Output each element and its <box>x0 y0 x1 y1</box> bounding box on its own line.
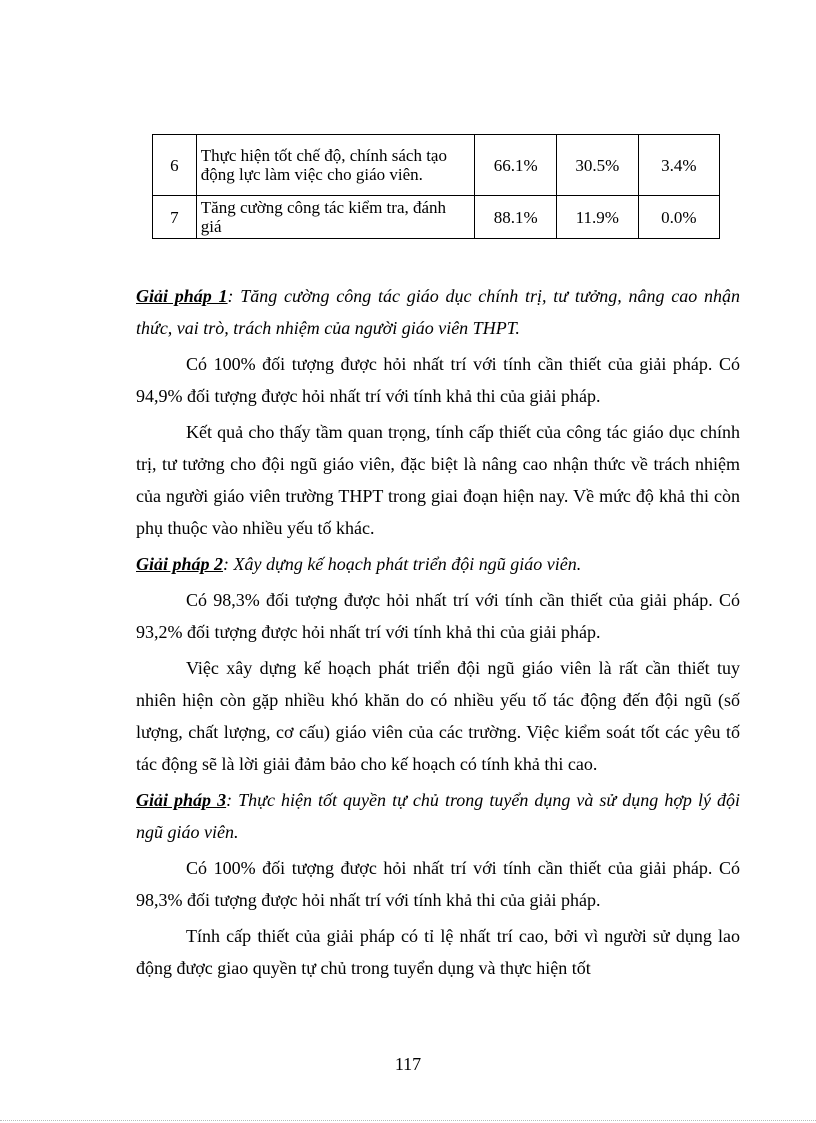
percent-cell: 3.4% <box>638 135 719 196</box>
table-row <box>153 135 720 196</box>
paragraph: Kết quả cho thấy tầm quan trọng, tính cấp thiết của công tác giáo dục chính trị, tư tưởng cho đội ngũ giáo viên, đặc biệt là nâng cao nhận thức về trách nhiệm của người giáo viên trường THPT trong giai đoạn hiện nay. Về mức độ khả thi còn phụ thuộc vào nhiều yếu tố khác. <box>136 422 740 538</box>
paragraph: Có 98,3% đối tượng được hỏi nhất trí với tính cần thiết của giải pháp. Có 93,2% đối tượng được hỏi nhất trí với tính khả thi của giải pháp. <box>136 590 740 642</box>
paragraph: Có 100% đối tượng được hỏi nhất trí với tính cần thiết của giải pháp. Có 98,3% đối tượng được hỏi nhất trí với tính khả thi của giải pháp. <box>136 858 740 910</box>
row-number: 7 <box>153 196 197 239</box>
percent-cell: 66.1% <box>475 135 557 196</box>
row-number: 6 <box>153 135 197 196</box>
paragraph: Việc xây dựng kế hoạch phát triển đội ngũ giáo viên là rất cần thiết tuy nhiên hiện còn gặp nhiều khó khăn do có nhiều yếu tố tác động đến đội ngũ (số lượng, chất lượng, cơ cấu) giáo viên của các trường. Việc kiểm soát tốt các yêu tố tác động sẽ là lời giải đảm bảo cho kế hoạch có tính khả thi cao. <box>136 658 740 774</box>
survey-results-table <box>152 134 720 239</box>
solution-heading <box>136 280 740 344</box>
solution-heading <box>136 784 740 848</box>
percent-cell: 30.5% <box>557 135 639 196</box>
solution-text: Tăng cường công tác giáo dục chính trị, tư tưởng, nâng cao nhận thức, vai trò, trách nhiệm của người giáo viên THPT. <box>136 286 740 338</box>
solution-title: Giải pháp 3 <box>136 790 227 810</box>
paragraph: Tính cấp thiết của giải pháp có tỉ lệ nhất trí cao, bởi vì người sử dụng lao động được giao quyền tự chủ trong tuyển dụng và thực hiện tốt <box>136 926 740 978</box>
solution-title: Giải pháp 2 <box>136 554 224 574</box>
solution-text: Xây dựng kế hoạch phát triển đội ngũ giáo viên. <box>229 554 582 574</box>
page-number: 117 <box>394 1054 422 1074</box>
solution-heading <box>136 548 740 580</box>
page-bottom-divider <box>0 1120 816 1121</box>
solution-title: Giải pháp 1 <box>136 286 228 306</box>
percent-cell: 11.9% <box>557 196 639 239</box>
solution-separator: : <box>227 286 234 306</box>
percent-cell: 0.0% <box>638 196 719 239</box>
row-description: Tăng cường công tác kiểm tra, đánh giá <box>196 196 475 239</box>
row-description: Thực hiện tốt chế độ, chính sách tạo động lực làm việc cho giáo viên. <box>196 135 475 196</box>
percent-cell: 88.1% <box>475 196 557 239</box>
solution-separator: : <box>223 554 230 574</box>
table-row <box>153 196 720 239</box>
body-text <box>136 280 740 988</box>
solution-text: Thực hiện tốt quyền tự chủ trong tuyển dụng và sử dụng hợp lý đội ngũ giáo viên. <box>136 790 740 842</box>
paragraph: Có 100% đối tượng được hỏi nhất trí với tính cần thiết của giải pháp. Có 94,9% đối tượng được hỏi nhất trí với tính khả thi của giải pháp. <box>136 354 740 406</box>
solution-separator: : <box>226 790 233 810</box>
